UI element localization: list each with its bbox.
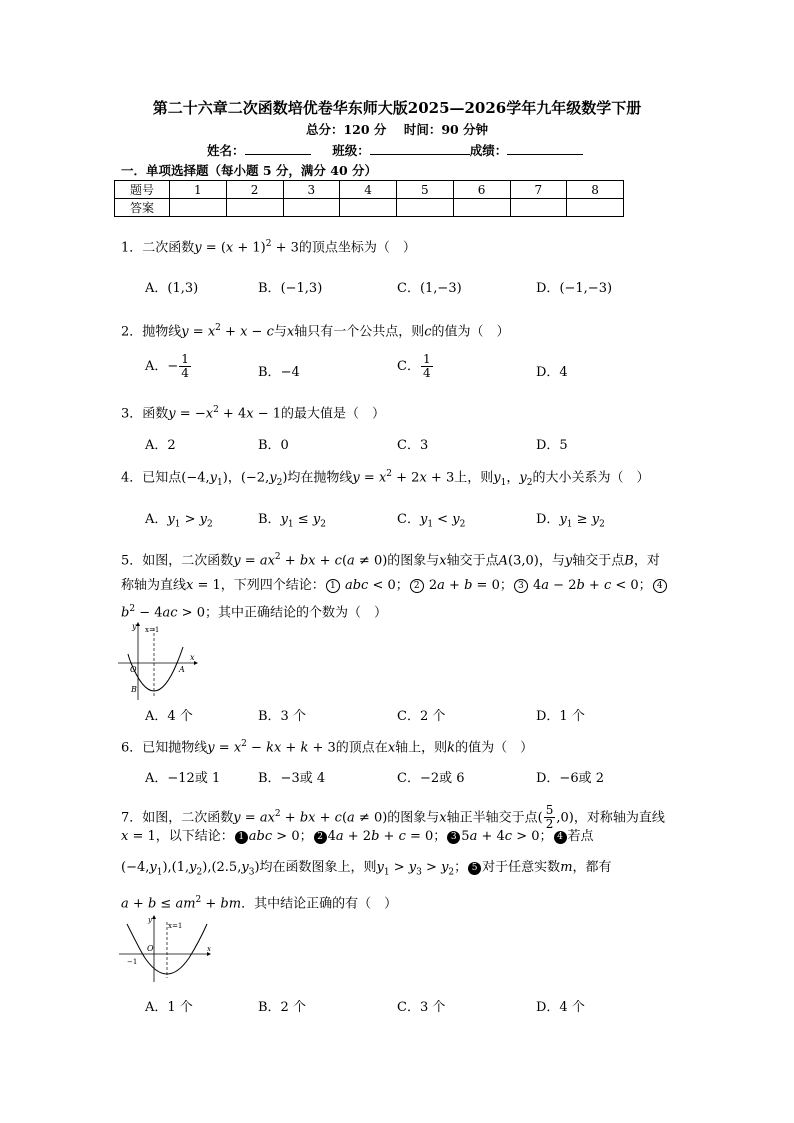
question-5-line2: 称轴为直线x = 1，下列四个结论： 1 abc < 0； 2 2a + b = 0； 3 4a − 2b + c < 0； 4 — [121, 578, 668, 594]
total-score: 总分：120 分 — [305, 122, 387, 137]
y-label: y — [148, 916, 152, 924]
table-cell: 3 — [283, 181, 340, 199]
answer-cell[interactable] — [170, 199, 227, 217]
q5-option-a[interactable]: A．4 个 — [145, 709, 193, 724]
answer-cell[interactable] — [453, 199, 510, 217]
q1-option-a[interactable]: A．(1,3) — [145, 281, 199, 296]
neg-one-label: −1 — [127, 958, 138, 966]
q1-option-c[interactable]: C．(1,−3) — [397, 281, 462, 296]
name-label: 姓名： — [207, 143, 245, 158]
y-axis-arrow — [152, 915, 156, 919]
point-a-label: A — [179, 665, 185, 674]
table-header-cell: 题号 — [115, 181, 170, 199]
answer-cell[interactable] — [397, 199, 454, 217]
q5-option-d[interactable]: D．1 个 — [536, 709, 585, 724]
parabola-curve — [131, 647, 183, 691]
q3-option-b[interactable]: B．0 — [258, 438, 289, 453]
table-header-cell: 答案 — [115, 199, 170, 217]
time-limit: 时间：90 分钟 — [403, 122, 489, 137]
symmetry-axis-label: x=1 — [168, 922, 183, 930]
origin-label: O — [130, 665, 137, 674]
table-cell: 8 — [567, 181, 624, 199]
student-info — [207, 141, 583, 159]
table-cell: 6 — [453, 181, 510, 199]
question-1: 1．二次函数$y = (x + 1)^2 + 3$的顶点坐标为（ ） — [121, 239, 416, 256]
y-axis-arrow — [136, 622, 140, 626]
q2-option-d[interactable]: D．4 — [536, 365, 568, 380]
question-6: 6．已知抛物线$y = x^2$ − kx + k + 3的顶点在x轴上，则k的值为（ ） — [121, 739, 534, 756]
q3-option-d[interactable]: D．5 — [536, 438, 568, 453]
class-label: 班级： — [332, 143, 370, 158]
x-label: x — [207, 945, 211, 953]
table-cell: 4 — [340, 181, 397, 199]
q4-option-b[interactable]: B．$y_1 \le y_2$ — [258, 512, 326, 530]
q6-option-b[interactable]: B．−3或 4 — [258, 771, 326, 786]
q2-option-a[interactable]: A．− $\frac{1}{4}$ — [145, 352, 189, 380]
q5-parabola-figure — [118, 620, 202, 702]
q5-option-c[interactable]: C．2 个 — [397, 709, 446, 724]
q7-option-c[interactable]: C．3 个 — [397, 1000, 446, 1015]
x-label: x — [190, 653, 195, 662]
question-7: 7．如图，二次函数$y = ax^2$ + bx + c(a ≠ 0)的图象与x轴正半轴交于点( $\frac{5}{2}$ ,0)，对称轴为直线 — [121, 803, 665, 832]
q4-option-d[interactable]: D．$y_1 \ge y_2$ — [536, 512, 605, 530]
q7-option-d[interactable]: D．4 个 — [536, 1000, 585, 1015]
q3-option-a[interactable]: A．2 — [145, 438, 176, 453]
q4-option-a[interactable]: A．$y_1 > y_2$ — [145, 512, 213, 530]
answer-cell[interactable] — [283, 199, 340, 217]
q5-option-b[interactable]: B．3 个 — [258, 709, 306, 724]
table-cell: 2 — [226, 181, 283, 199]
q6-option-a[interactable]: A．−12或 1 — [145, 771, 221, 786]
point-b-label: B — [131, 685, 137, 694]
q2-option-c[interactable]: C． $\frac{1}{4}$ — [397, 352, 431, 380]
name-blank[interactable] — [245, 142, 311, 155]
question-7-line2: x = 1，以下结论： 1 abc > 0； 2 4a + 2b + c = 0； 3 5a + 4c > 0； 4 若点 — [121, 829, 594, 844]
answer-cell[interactable] — [226, 199, 283, 217]
answer-cell[interactable] — [567, 199, 624, 217]
symmetry-axis-label: x=1 — [145, 626, 160, 634]
q7-option-b[interactable]: B．2 个 — [258, 1000, 306, 1015]
answer-cell[interactable] — [340, 199, 397, 217]
table-cell: 1 — [170, 181, 227, 199]
q7-parabola-figure — [117, 914, 215, 984]
x-axis-arrow — [194, 661, 198, 665]
table-cell: 5 — [397, 181, 454, 199]
q7-option-a[interactable]: A．1 个 — [145, 1000, 193, 1015]
table-row — [115, 181, 624, 199]
y-label: y — [132, 622, 137, 631]
score-blank[interactable] — [507, 142, 583, 155]
section-heading: 一．单项选择题（每小题 5 分，满分 40 分） — [121, 163, 378, 178]
q4-option-c[interactable]: C．$y_1 < y_2$ — [397, 512, 466, 530]
question-3: 3．函数$y = -x^2 + 4x - 1$的最大值是（ ） — [121, 405, 386, 422]
q6-option-d[interactable]: D．−6或 2 — [536, 771, 604, 786]
table-cell: 7 — [510, 181, 567, 199]
question-7-line4: $a + b \le am^2$ + bm．其中结论正确的有（ ） — [121, 895, 398, 912]
class-blank[interactable] — [370, 142, 470, 155]
score-label: 成绩： — [469, 143, 508, 158]
table-row — [115, 199, 624, 217]
question-4: 4．已知点$(-4,y_1)$，$(-2,y_2)$均在抛物线$y = x^2 + 2x + 3$上，则$y_1$，$y_2$的大小关系为（ ） — [121, 469, 650, 488]
origin-label: O — [147, 944, 154, 953]
page-title: 第二十六章二次函数培优卷华东师大版2025—2026学年九年级数学下册 — [152, 99, 642, 117]
q3-option-c[interactable]: C．3 — [397, 438, 429, 453]
answer-table — [114, 180, 624, 217]
answer-cell[interactable] — [510, 199, 567, 217]
question-7-line3: $(-4,y_1),(1,y_2),(2.5,y_3)$均在函数图象上，则$y_1 > y_3 > y_2$； 5 对于任意实数m，都有 — [121, 860, 612, 878]
q2-option-b[interactable]: B．−4 — [258, 365, 300, 380]
q1-option-d[interactable]: D．(−1,−3) — [536, 281, 613, 296]
q6-option-c[interactable]: C．−2或 6 — [397, 771, 465, 786]
q1-option-b[interactable]: B．(−1,3) — [258, 281, 323, 296]
question-5-line3: $b^2 - 4ac > 0$；其中正确结论的个数为（ ） — [121, 604, 387, 621]
question-2: 2．抛物线$y = x^2 + x - c$与x轴只有一个公共点，则c的值为（ ） — [121, 323, 510, 340]
exam-meta — [0, 120, 794, 138]
question-5: 5．如图，二次函数$y = ax^2$ + bx + c(a ≠ 0)的图象与x轴交于点A(3,0)，与y轴交于点B，对 — [121, 552, 660, 569]
